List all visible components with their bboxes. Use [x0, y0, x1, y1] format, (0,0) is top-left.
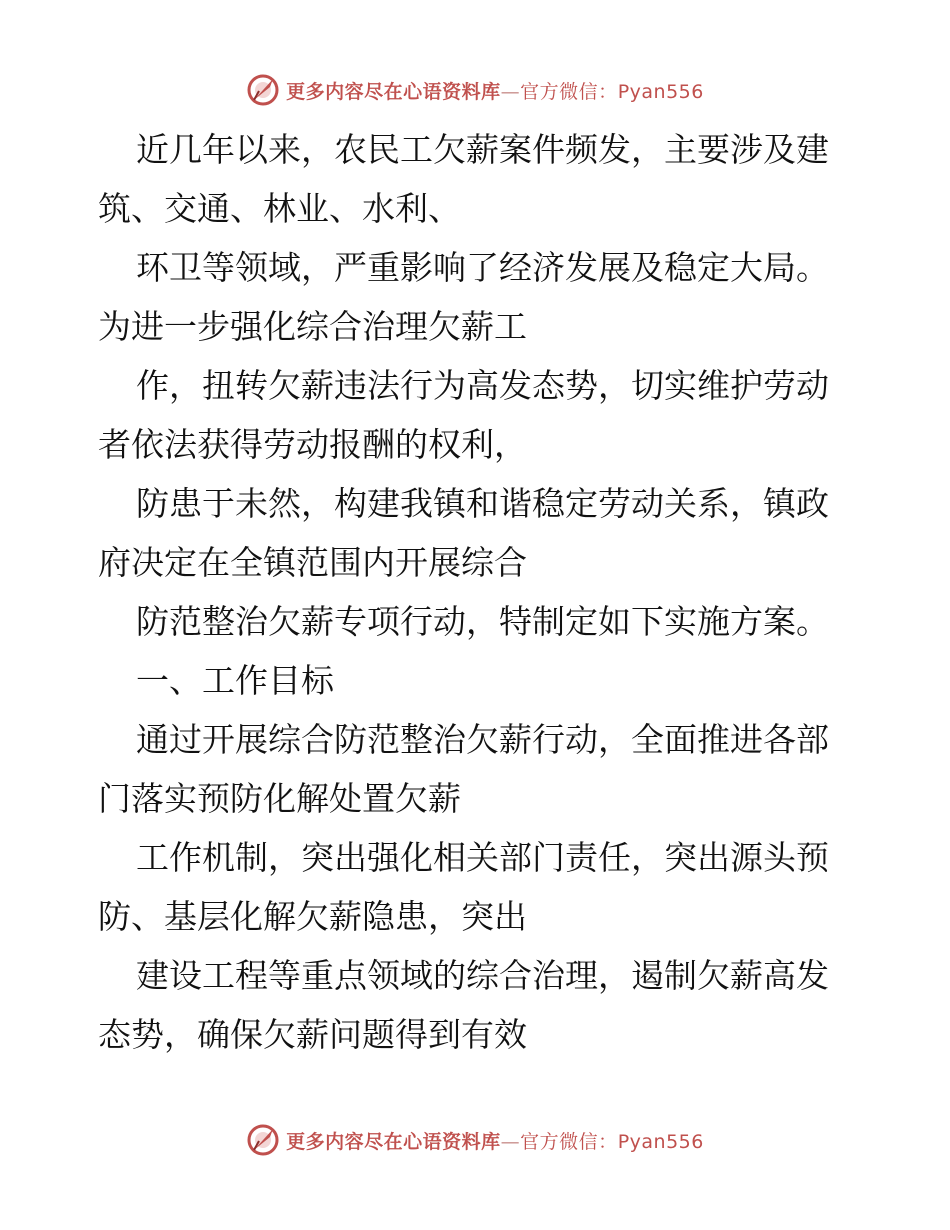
document-line: 为进一步强化综合治理欠薪工: [98, 307, 527, 346]
document-line: 门落实预防化解处置欠薪: [98, 779, 461, 818]
document-line: 者依法获得劳动报酬的权利，: [98, 425, 527, 464]
watermark-site-text: 更多内容尽在心语资料库: [286, 1130, 501, 1153]
document-line: 近几年以来，农民工欠薪案件频发，主要涉及建: [136, 130, 829, 169]
document-line: 防范整治欠薪专项行动，特制定如下实施方案。: [136, 602, 829, 641]
watermark-text: [286, 77, 704, 104]
watermark-wechat-label: 官方微信：: [520, 80, 618, 103]
document-line: 防、基层化解欠薪隐患，突出: [98, 897, 527, 936]
watermark-wechat-id: Pyan556: [617, 80, 704, 103]
header-watermark: [0, 70, 950, 110]
watermark-wechat-id: Pyan556: [617, 1130, 704, 1153]
document-line: 筑、交通、林业、水利、: [98, 189, 461, 228]
document-body: [98, 120, 858, 1064]
watermark-text: [286, 1127, 704, 1154]
quill-pen-logo-icon: [246, 1123, 280, 1157]
document-line: 一、工作目标: [136, 661, 334, 700]
document-line: 通过开展综合防范整治欠薪行动，全面推进各部: [136, 720, 829, 759]
document-line: 工作机制，突出强化相关部门责任，突出源头预: [136, 838, 829, 877]
watermark-site-text: 更多内容尽在心语资料库: [286, 80, 501, 103]
document-line: 态势，确保欠薪问题得到有效: [98, 1015, 527, 1054]
watermark-wechat-label: 官方微信：: [520, 1130, 618, 1153]
document-line: 作，扭转欠薪违法行为高发态势，切实维护劳动: [136, 366, 829, 405]
document-line: 府决定在全镇范围内开展综合: [98, 543, 527, 582]
quill-pen-logo-icon: [246, 73, 280, 107]
document-line: 防患于未然，构建我镇和谐稳定劳动关系，镇政: [136, 484, 829, 523]
document-line: 环卫等领域，严重影响了经济发展及稳定大局。: [136, 248, 829, 287]
footer-watermark: [0, 1120, 950, 1160]
watermark-separator: —: [500, 1130, 521, 1153]
document-line: 建设工程等重点领域的综合治理，遏制欠薪高发: [136, 956, 829, 995]
watermark-separator: —: [500, 80, 521, 103]
